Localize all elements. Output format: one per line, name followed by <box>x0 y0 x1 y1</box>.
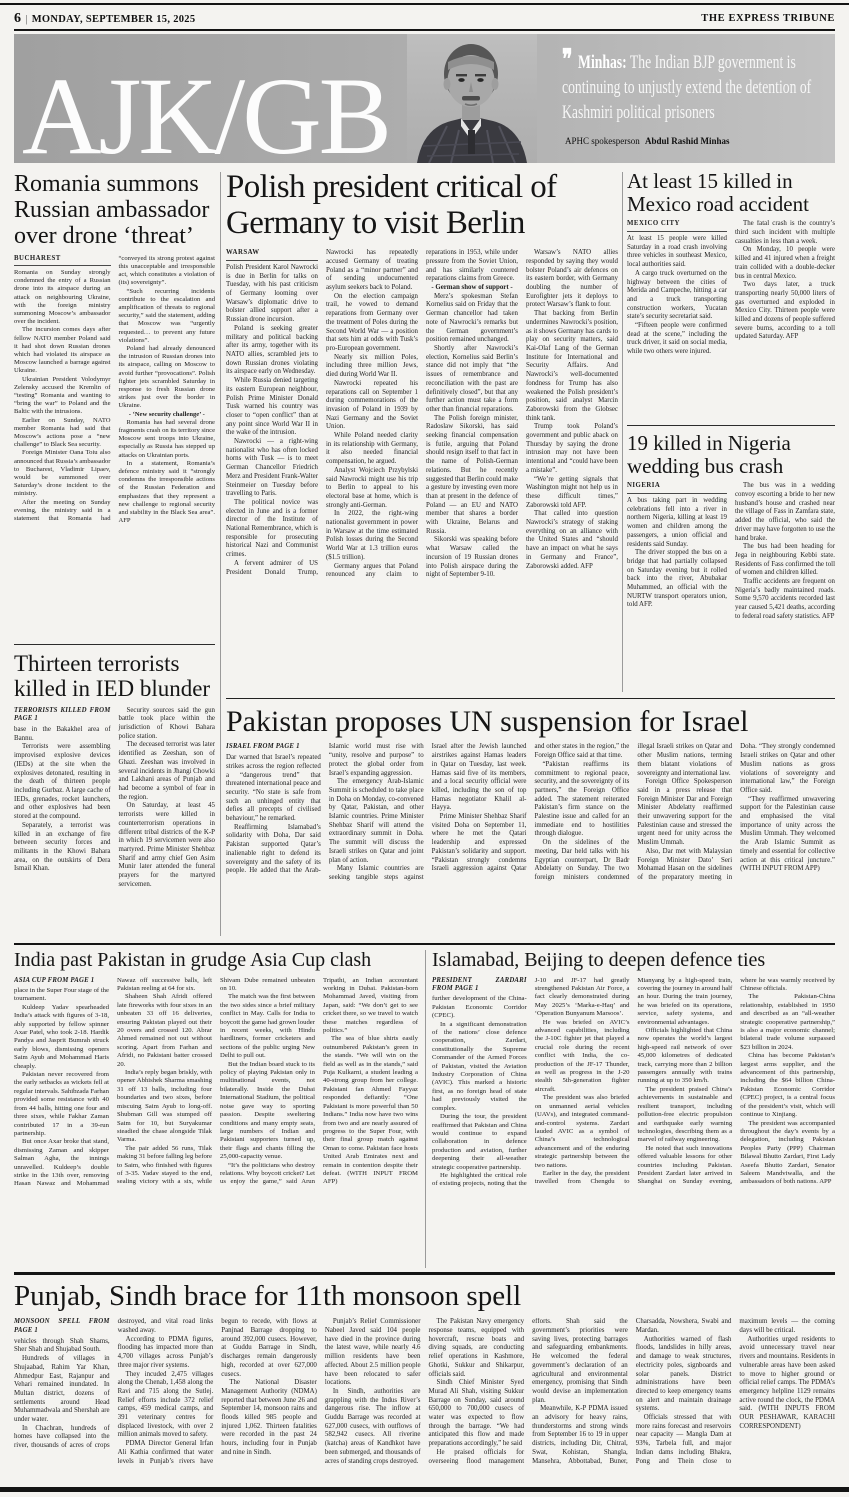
article-paragraph: In 2022, the right-wing nationalist government in power in Warsaw at the time estimated Polish losses during the Second World War at 1.3 trillion euros ($1.5 trillion). <box>326 510 418 561</box>
article-monsoon <box>14 1281 835 1478</box>
kicker: MONSOON SPELL FROM PAGE 1 <box>14 1318 110 1335</box>
article-defence-ties <box>432 950 835 1267</box>
article-paragraph: He praised officials for overseeing flood management efforts. Shah said the government’s priorities were saving lives, protecting barrages and safeguarding embankments. He welcomed the federal government’s declaration of an agricultural and environmental emergency, promising that Sindh would devise an implementation plan. <box>428 1318 628 1465</box>
article-paragraph: Earlier in the day, the president travelled from Chengdu to Mianyang by a high-speed train, covering the journey in around half an hour. During the train journey, he was briefed on its operations, service, safety systems, and environmental advantages. <box>534 976 733 1186</box>
article-paragraph: He noted that such innovations offered valuable lessons for other countries including Pakistan. President Zardari later arrived in Shanghai on Sunday evening, where he was warmly received by Chinese officials. <box>637 976 835 1186</box>
article-paragraph: A cargo truck overturned on the highway between the cities of Merida and Campeche, hitting a car and a truck transporting construction workers, Yucatan state’s security secretariat said. <box>627 269 727 321</box>
article-body <box>627 220 835 398</box>
article-paragraph: “We’re getting signals that Washington might not help us in these difficult times,” Zaborowski told AFP. <box>526 475 618 509</box>
article-paragraph: A bus taking part in wedding celebrations fell into a river in northern Nigeria, killing at least 19 women and children among the passengers, a union official and residents said Sunday. <box>627 497 727 548</box>
page-date: MONDAY, SEPTEMBER 15, 2025 <box>31 14 196 25</box>
article-paragraph: Traffic accidents are frequent on Nigeria’s badly maintained roads. Some 9,570 accidents recorded last year caused 5,421 deaths, according to federal road safety statistics. AFP <box>735 578 835 620</box>
article-paragraph: The Pakistan Navy emergency response teams, equipped with hovercraft, rescue boats and diving squads, are conducting relief operations in Kashmore, Ghotki, Sukkur and Shikarpur, officials said. <box>428 1318 525 1378</box>
article-paragraph: The driver stopped the bus on a bridge that had partially collapsed on Saturday evening but it rolled back into the river, Abubakar Muhammed, an official with the NURTW transport operators union, told AFP. <box>627 549 727 609</box>
article-paragraph: Poland had already denounced the intrusion of Russian drones into its airspace, calling on Moscow to avoid further “provocations”. Polish fighter jets scrambled Saturday in response to fresh Russian drone strikes just over the border in Ukraine. <box>118 344 215 410</box>
kicker: ISRAEL FROM PAGE 1 <box>226 743 300 751</box>
dateline: NIGERIA <box>627 482 727 494</box>
article-paragraph: The match was the first between the two sides since a brief military conflict in May. Calls for India to boycott the game had grown louder in recent weeks, with Hindu hardliners, former cricketers and sections of the public urging New Delhi to pull out. <box>220 993 315 1060</box>
dateline: MEXICO CITY <box>627 220 727 232</box>
article-paragraph: The deceased terrorist was later identified as Zeeshan, son of Ghazi. Zeeshan was involved in several incidents in Jhangi Chowki and Lakhani areas of Punjab and had become a symbol of fear in the region. <box>118 741 215 801</box>
kicker: PRESIDENT ZARDARI FROM PAGE 1 <box>432 976 527 992</box>
header-rule <box>14 29 835 31</box>
article-body <box>432 977 835 1267</box>
article-paragraph: Officials highlighted that China now operates the world’s largest high-speed rail network of over 45,000 kilometres of dedicated track, carrying more than 2 billion passengers annually with trains running at up to 350 km/h. <box>637 1027 733 1085</box>
page-info <box>14 11 195 27</box>
article-paragraph: Separately, a terrorist was killed in an exchange of fire between security forces and militants in the Khowi Bahara area, on the outskirts of Dera Ismail Khan. <box>14 821 111 873</box>
article-paragraph: The bus had been heading for Jega in neighbouring Kebbi state. Residents of Fass confirmed the toll of women and children killed. <box>735 543 835 577</box>
article-paragraph: Authorities urged residents to avoid unnecessary travel near rivers and mountains. Residents in vulnerable areas have been asked to move to higher ground or official relief camps. The PDMA’s emergency helpline 1129 remains active round the clock, the PDMA said. (WITH INPUTS FROM OUR PESHAWAR, KARACHI CORRESPONDENT) <box>739 1335 835 1430</box>
article-paragraph: The president was also briefed on unmanned aerial vehicles (UAVs), and integrated command-and-control systems. Zardari lauded AVIC as a symbol of China’s technological advancement and of the enduring strategic partnership between the two nations. <box>534 1094 630 1169</box>
article-paragraph: Foreign Minister Oana Toiu also announced that Russia’s ambassador to Bucharest, Vladimir Lipaev, would be summoned over Saturday’s drone incident to the ministry. <box>14 449 111 498</box>
article-paragraph: The president praised China’s achievements in sustainable and resilient transport, including pollution-free electric propulsion and earthquake early warning technologies, describing them as a marvel of railway engineering. <box>637 1085 733 1144</box>
article-paragraph: In a statement, Romania’s defence ministry said it “strongly condemns the irresponsible actions of the Russian Federation and emphasizes that they represent a new challenge to regional security and stability in the Black Sea area”. AFP <box>118 459 215 525</box>
section-banner <box>14 34 835 163</box>
article-paragraph: The Pakistan-China relationship, established in 1950 and described as an “all-weather strategic cooperative partnership,” is also a major economic channel; bilateral trade volume surpassed $23 billion in 2024. <box>740 993 835 1051</box>
article-paragraph: Pakistan never recovered from the early setbacks as wickets fell at regular intervals. Sahibzada Farhan provided some resistance with 40 from 44 balls, hitting one four and three sixes, while Fakhar Zaman contributed 17 in a 39-run partnership. <box>14 1071 109 1137</box>
article-paragraph: Prime Minister Shehbaz Sharif visited Doha on September 11, where he met the Qatari leadership and expressed Pakistan’s solidarity and support. “Pakistan strongly condemns Israeli aggression against Qatar and other states in the region,” the Foreign Office said at that time. <box>431 743 630 873</box>
article-paragraph: Earlier on Sunday, NATO member Romania had said that Moscow’s actions pose a “new challenge” to Black Sea security. <box>14 416 111 449</box>
article-paragraph: base in the Bakakhel area of Bannu. <box>14 726 111 742</box>
kicker: ASIA CUP FROM PAGE 1 <box>14 976 95 984</box>
article-body <box>226 743 835 931</box>
article-paragraph: further development of the China-Pakistan Economic Corridor (CPEC). <box>432 995 527 1020</box>
article-nigeria-crash <box>627 432 835 688</box>
attribution-role: APHC spokesperson <box>565 136 640 146</box>
headline: Romania summons Russian ambassador over drone ‘threat’ <box>14 171 210 249</box>
section-title: AJK/GB <box>22 54 390 163</box>
article-body <box>14 707 215 935</box>
column-divider <box>425 950 426 1268</box>
section-rule-thick <box>14 1272 835 1275</box>
quote-icon: ❞ <box>562 44 573 74</box>
headline: India past Pakistan in grudge Asia Cup clash <box>14 949 372 971</box>
article-paragraph: Punjab’s Relief Commissioner Nabeel Javed said 104 people have died in the province during the latest wave, while nearly 4.6 million residents have been affected. About 2.5 million people have been relocated to safer locations. <box>324 1318 421 1387</box>
minhas-photo <box>407 34 537 163</box>
article-terrorists-ied <box>14 652 215 935</box>
article-paragraph: In a significant demonstration of the nations’ close defence cooperation, Zardari, constitutionally the Supreme Commander of the Armed Forces of Pakistan, visited the Aviation Industry Corporation of China (AVIC). This marked a historic first, as no foreign head of state had previously visited the complex. <box>432 1020 527 1112</box>
article-paragraph: “Pakistan reaffirms its commitment to regional peace, security, and the sovereignty of its partners,” the Foreign Office added. The statement reiterated Pakistan’s firm stance on the Palestine issue and called for an immediate end to hostilities through dialogue. <box>534 760 630 838</box>
headline: Thirteen terrorists killed in IED blunder <box>14 651 211 701</box>
headline: Islamabad, Beijing to deepen defence ties <box>432 949 766 971</box>
article-paragraph: The pair added 56 runs, Tilak making 31 before falling leg before to Saim, who finished with figures of 3-35. Yadav stayed to the end, sealing victory with a six, while Shivam Dube remained unbeaten on 10. <box>117 976 315 1186</box>
article-paragraph: - ‘New security challenge’ - <box>128 410 205 418</box>
article-paragraph: On the sidelines of the meeting, Dar held talks with his Egyptian counterpart, Dr Badr Abdelatty on Sunday. The two foreign ministers condemned illegal Israeli strikes on Qatar and other Muslim nations, terming them blatant violations of sovereignty and international law. <box>534 743 733 881</box>
headline: 19 killed in Nigeria wedding bus crash <box>627 431 791 478</box>
article-paragraph: Nearly six million Poles, including three million Jews, died during World War II. <box>326 353 418 379</box>
article-paragraph: The bus was in a wedding convoy escorting a bride to her new husband’s house and crashed near the village of Fass in Zamfara state, added the official, who said the driver may have forgotten to use the hand brake. <box>735 482 835 542</box>
article-paragraph: Romania on Sunday strongly condemned the entry of a Russian drone into its airspace during an attack on neighbouring Ukraine, with the foreign ministry summoning Moscow’s ambassador over the incident. <box>14 268 111 326</box>
article-paragraph: Trump took Poland’s government and public aback on Thursday by saying the drone intrusion may not have been intentional and “could have been a mistake”. <box>526 423 618 474</box>
article-paragraph: The Polish foreign minister, Radoslaw Sikorski, has said seeking financial compensation is futile, arguing that Poland should resign itself to that fact in the name of Polish-German relations. But he recently suggested that Berlin could make a gesture by investing even more than at present in the defence of Poland — an EU and NATO member that shares a border with Ukraine, Belarus and Russia. <box>426 414 518 535</box>
article-paragraph: According to PDMA figures, flooding has impacted more than 4,700 villages across Punjab’s three major river systems. <box>117 1335 214 1369</box>
article-paragraph: The sea of blue shirts easily outnumbered Pakistan’s green in the stands. “We will win on the field as well as in the stands,” said Puja Kulkarni, a student leading a 40-strong group from her college. Pakistani fan Ahmed Fayyaz responded defiantly: “One Pakistani is more powerful than 50 Indians.” India now have two wins from two and are nearly assured of progress to the Super Four, with their final group match against Oman to come. Pakistan face hosts United Arab Emirates next and remain in contention despite their defeat. (WITH INPUT FROM AFP) <box>323 1035 418 1186</box>
article-paragraph: On Saturday, at least 45 terrorists were killed in counterterrorism operations in different tribal districts of the K-P in which 19 servicemen were also martyred. Prime Minister Shehbaz Sharif and army chief Gen Asim Munir later attended the funeral prayers for the martyred servicemen. <box>118 802 215 888</box>
article-paragraph: Foreign Office Spokesperson said in a press release that Foreign Minister Dar and Foreign Minister Abdelatty reaffirmed their unwavering support for the Palestinian cause and stressed the urgent need for unity across the Muslim Ummah. <box>637 778 733 847</box>
article-paragraph: China has become Pakistan’s largest arms supplier, and the advancement of this partnership, including the $64 billion China-Pakistan Economic Corridor (CPEC) project, is a central focus of the president’s visit, which will continue to Xinjiang. <box>740 1052 835 1119</box>
article-body <box>627 482 835 688</box>
article-paragraph: Terrorists were assembling improvised explosive devices (IEDs) at the site when the explosives detonated, resulting in the death of thirteen people including Gurbaz. A large cache of IEDs, grenades, rocket launchers, and other explosives had been stored at the compound. <box>14 743 111 821</box>
article-paragraph: “Such recurring incidents contribute to the escalation and amplification of threats to regional security,” said the statement, adding that Moscow was “urgently requested… to prevent any future violations”. <box>118 287 215 344</box>
article-body <box>14 1318 835 1478</box>
article-paragraph: While Poland needed clarity in its relationship with Germany, it also needed financial compensation, he argued. <box>326 432 418 466</box>
article-paragraph: Shaheen Shah Afridi offered late fireworks with four sixes in an unbeaten 33 off 16 deliveries, ensuring Pakistan played out their 20 overs and crossed 120. Abrar Ahmed remained not out without scoring. Apart from Farhan and Afridi, no Pakistani batter crossed 20. <box>117 993 212 1068</box>
article-romania <box>14 172 215 613</box>
article-paragraph: Shortly after Nawrocki’s election, Kornelius said Berlin’s stance did not imply that “the issues of remembrance and reconciliation with the past are definitively closed”, but that any further action must take a form other than financial reparations. <box>426 344 518 413</box>
article-paragraph: Hundreds of villages in Shujaabad, Rahim Yar Khan, Ahmedpur East, Rajanpur and Vehari remained inundated. In Multan district, dozens of settlements around Head Muhammadwala and Shershah are under water. <box>14 1355 110 1424</box>
article-asia-cup <box>14 950 418 1267</box>
article-paragraph: Meanwhile, K-P PDMA issued an advisory for heavy rains, thunderstorms and strong winds from September 16 to 19 in upper districts, including Dir, Chitral, Swat, Kohistan, Shangla, Mansehra, Abbottabad, Buner, Charsadda, Nowshera, Swabi and Mardan. <box>532 1318 732 1465</box>
article-mexico-accident <box>627 170 835 398</box>
article-paragraph: vehicles through Shah Shams, Sher Shah and Shujabad South. <box>14 1337 110 1354</box>
article-paragraph: That backing from Berlin undermines Nawrocki’s position, as it shows Germany has cards to play on security matters, said Kai-Olaf Lang of the German Institute for International and Security Affairs. And Nawrocki’s well-documented fondness for Trump has also weakened the Polish president’s position, said analyst Marcin Zaborowski from the Globsec think tank. <box>526 310 618 422</box>
article-paragraph: Kuldeep Yadav spearheaded India’s attack with figures of 3-18, ably supported by fellow spinner Axar Patel, who took 2-18. Hardik Pandya and Jasprit Bumrah struck early blows, dismissing openers Saim Ayub and Mohammad Haris cheaply. <box>14 1003 109 1070</box>
headline: Polish president critical of Germany to visit Berlin <box>226 169 557 241</box>
article-paragraph: Also, Dar met with Malaysian Foreign Minister Dato’ Seri Mohamad Hasan on the sidelines of the preparatory meeting in Doha. “They strongly condemned Israeli strikes on Qatar and other Muslim nations as gross violations of sovereignty and international law,” the Foreign Office said. <box>637 743 835 881</box>
article-paragraph: “They reaffirmed unwavering support for the Palestinian cause and emphasised the vital importance of unity across the Muslim Ummah. They welcomed the Arab Islamic Summit as timely and essential for collective action at this critical juncture.” (WITH INPUT FROM APP) <box>740 795 835 873</box>
article-paragraph: Germany argues that Poland renounced any claim to reparations in 1953, while under pressure from the Soviet Union, and has similarly countered reparations claims from Greece. <box>326 249 518 579</box>
article-paragraph: He was briefed on AVIC’s advanced capabilities, including the J-10C fighter jet that played a crucial role during the recent conflict with India, the co-production of the JF-17 Thunder, as well as progress in the J-20 stealth 5th-generation fighter aircraft. <box>534 1018 630 1093</box>
separator: | <box>25 14 28 25</box>
article-paragraph: Analyst Wojciech Przybylski said Nawrocki might use his trip to Berlin to appeal to his electoral base at home, which is strongly anti-German. <box>326 466 418 509</box>
page-number: 6 <box>14 11 22 26</box>
dateline: BUCHAREST <box>14 255 111 266</box>
article-paragraph: The political novice was elected in June and is a former director of the Institute of National Remembrance, which is responsible for prosecuting historical Nazi and Communist crimes. <box>226 498 318 559</box>
article-paragraph: Reaffirming Islamabad’s solidarity with Doha, Dar said Pakistan supported Qatar’s inalienable right to defend its sovereignty and the safety of its people. He added that the Arab-Islamic world must rise with “unity, resolve and purpose” to protect the global order from Israel’s expanding aggression. <box>226 743 424 875</box>
article-paragraph: A fervent admirer of US President Donald Trump, Nawrocki has repeatedly accused Germany of treating Poland as a “minor partner” and of sending undocumented asylum seekers back to Poland. <box>226 249 418 576</box>
article-paragraph: After the meeting on Sunday evening, the ministry said in a statement that Romania had “conveyed its strong protest against this unacceptable and irresponsible act, which constitutes a violation of (its) sovereignty”. <box>14 254 215 523</box>
headline: Punjab, Sindh brace for 11th monsoon spell <box>14 1280 522 1312</box>
article-paragraph: Nawrocki repeated his reparations call on September 1 during commemorations of the invasion of Poland in 1939 by Nazi Germany and the Soviet Union. <box>326 379 418 431</box>
article-paragraph: In Chachran, hundreds of homes have collapsed into the river, thousands of acres of crops destroyed, and vital road links washed away. <box>14 1318 214 1450</box>
article-divider <box>627 425 835 426</box>
article-paragraph: Polish President Karol Nawrocki is due in Berlin for talks on Tuesday, with his past criticism of Germany looming over Warsaw’s diplomatic drive to bolster allied support after a Russian drone incursion. <box>226 263 318 324</box>
quote-attribution <box>565 136 730 146</box>
quote-speaker: Minhas: <box>578 52 627 73</box>
article-paragraph: Many Islamic countries are seeking tangible steps against Israel after the Jewish launched airstrikes against Hamas leaders in Qatar on Tuesday, last week. Hamas said five of its members, and a local security official were killed, including the son of top Hamas negotiator Khalil al-Hayya. <box>328 743 527 881</box>
headline: At least 15 killed in Mexico road accident <box>627 169 809 216</box>
article-paragraph: While Russia denied targeting its eastern European neighbour, Polish Prime Minister Donald Tusk warned his country was closer to “open conflict” than at any point since World War II in the wake of the intrusion. <box>226 377 318 437</box>
article-paragraph: Sikorski was speaking before what Warsaw called the incursion of 19 Russian drones into Polish airspace during the night of September 9-10. <box>426 536 518 579</box>
article-paragraph: Romania has had several drone fragments crash on its territory since Moscow sent troops into Ukraine, especially as Russia has stepped up attacks on Ukrainian ports. <box>118 418 215 459</box>
article-paragraph: “It’s the politicians who destroy relations. Why boycott cricket? Let us enjoy the game,” said Arun Tripathi, an Indian accountant working in Dubai. Pakistan-born Mohammad Javed, visiting from Japan, said: “We don’t get to see cricket there, so we travel to watch these matches regardless of politics.” <box>220 976 418 1186</box>
article-divider <box>14 644 215 645</box>
banner-quote <box>562 44 835 125</box>
article-paragraph: Two days later, a truck transporting nearly 50,000 liters of gas overturned and exploded in Mexico City. Thirteen people were killed and dozens of people suffered severe burns, according to a toll updated Saturday. AFP <box>735 281 835 341</box>
article-paragraph: Authorities warned of flash floods, landslides in hilly areas, and damage to weak structures, electricity poles, signboards and solar panels. District administrations have been directed to keep emergency teams on alert and maintain drainage systems. <box>635 1335 732 1413</box>
article-paragraph: At least 15 people were killed Saturday in a road crash involving three vehicles in southeast Mexico, local authorities said. <box>627 235 727 269</box>
article-paragraph: The fatal crash is the country’s third such incident with multiple casualties in less than a week. <box>735 220 835 245</box>
masthead: THE EXPRESS TRIBUNE <box>701 13 835 24</box>
article-paragraph: PDMA Director General Irfan Ali Kathia confirmed that water levels in Punjab’s rivers have begun to recede, with flows at Panjnad Barrage dropping to around 392,000 cusecs. However, at Guddu Barrage in Sindh, discharges remain dangerously high, recorded at over 627,000 cusecs. <box>117 1318 317 1465</box>
article-paragraph: “Fifteen people were confirmed dead at the scene,” including the truck driver, it said on social media, while two others were injured. <box>627 322 727 356</box>
article-paragraph: They incuded 2,475 villages along the Chenab, 1,458 along the Ravi and 715 along the Sutlej. Relief efforts include 372 relief camps, 459 medical camps, and 391 veterinary centres for displaced livestock, with over 2 million animals moved to safety. <box>117 1370 214 1439</box>
column-divider <box>220 172 221 936</box>
bottom-rule <box>0 1487 849 1492</box>
article-body <box>14 255 215 613</box>
article-paragraph: Officials stressed that with more rains forecast and reservoirs near capacity — Mangla Dam at 93%, Tarbela full, and major Indian dams including Bhakra, Pong and Thein close to maximum levels — the coming days will be critical. <box>635 1318 835 1465</box>
article-paragraph: On the election campaign trail, he vowed to demand reparations from Germany over the treatment of Poles during the Second World War — a position that sets him at odds with Tusk’s pro-European government. <box>326 292 418 352</box>
article-body <box>14 977 418 1267</box>
article-paragraph: In Sindh, authorities are grappling with the Indus River’s dangerous rise. The inflow at Guddu Barrage was recorded at 627,000 cusecs, with outflows of 582,942 cusecs. All riverine (katcha) areas of Kandhkot have been submerged, and thousands of acres of standing crops destroyed. <box>324 1387 421 1465</box>
article-paragraph: Warsaw’s NATO allies responded by saying they would bolster Poland’s air defences on its eastern border, with Germany doubling the number of Eurofighter jets it deploys to protect Warsaw’s flank to four. <box>526 249 618 309</box>
article-paragraph: Dar warned that Israel’s repeated strikes across the region reflected a “dangerous trend” that threatened international peace and security. “No state is safe from such an unhinged entity that defies all precepts of civilised behaviour,” he remarked. <box>226 754 321 823</box>
article-paragraph: On Monday, 10 people were killed and 41 injured when a freight train collided with a double-decker bus in central Mexico. <box>735 246 835 280</box>
article-paragraph: But the Indian board stuck to its policy of playing Pakistan only in multinational events, not bilaterally. Inside the Dubai International Stadium, the political noise gave way to sporting passion. Despite sweltering conditions and many empty seats, large numbers of Indian and Pakistani supporters turned up, their flags and chants filling the 25,000-capacity venue. <box>220 1060 315 1161</box>
article-paragraph: Sindh Chief Minister Syed Murad Ali Shah, visiting Sukkur Barrage on Sunday, said around 650,000 to 700,000 cusecs of water was expected to flow through the barrage. “We had anticipated this flow and made preparations accordingly,” he said <box>428 1379 525 1448</box>
section-rule <box>14 943 835 945</box>
article-paragraph: But once Axar broke that stand, dismissing Zaman and skipper Salman Agha, the innings unravelled. Kuldeep’s double strike in the 13th over, removing Hasan Nawaz and Mohammad Nawaz off successive balls, left Pakistan reeling at 64 for six. <box>14 976 212 1188</box>
article-paragraph: He highlighted the critical role of existing projects, noting that the J-10 and JF-17 had greatly strengthened Pakistan Air Force, a fact clearly demonstrated during May 2025’s ‘Marka-e-Haq’ and ‘Operation Bunyanum Marsoos’. <box>432 976 630 1188</box>
article-paragraph: India’s reply began briskly, with opener Abhishek Sharma smashing 31 off 13 balls, including four boundaries and two sixes, before miscuing Saim Ayub to long-off. Shubman Gill was stumped off Saim for 10, but Suryakumar steadied the chase alongside Tilak Varma. <box>117 1069 212 1144</box>
article-paragraph: The president was accompanied throughout the day’s events by a delegation, including Pakistan Peoples Party (PPP) Chairman Bilawal Bhutto Zardari, First Lady Aseefa Bhutto Zardari, Senator Saleem Mandviwalla, and the ambassadors of both nations. APP <box>740 1119 835 1186</box>
article-polish-president <box>226 170 618 673</box>
article-paragraph: During the tour, the president reaffirmed that Pakistan and China would continue to expand collaboration in defence production and aviation, further deepening their all-weather strategic cooperative partnership. <box>432 1113 527 1171</box>
kicker: TERRORISTS KILLED FROM PAGE 1 <box>14 706 111 723</box>
article-paragraph: place in the Super Four stage of the tournament. <box>14 987 109 1003</box>
article-paragraph: The emergency Arab-Islamic Summit is scheduled to take place in Doha on Monday, co-convened by Qatar, Pakistan, and other Islamic countries. Prime Minister Shehbaz Sharif will attend the extraordinary summit in Doha. The summit will discuss the Israeli strikes on Qatar and joint plan of action. <box>328 778 424 864</box>
article-paragraph: The National Disaster Management Authority (NDMA) reported that between June 26 and September 14, monsoon rains and floods killed 985 people and injured 1,062. Thirteen fatalities were recorded in the past 24 hours, including four in Punjab and nine in Sindh. <box>221 1379 317 1456</box>
article-paragraph: Poland is seeking greater military and political backing after its army, together with its NATO allies, scrambled jets to down Russian drones violating its airspace early on Wednesday. <box>226 324 318 376</box>
article-paragraph: Ukrainian President Volodymyr Zelensky accused the Kremlin of “testing” Romania and wanting to “bring the war” to Poland and the Baltic with the intrusions. <box>14 375 111 416</box>
article-un-israel <box>226 698 835 931</box>
dateline: WARSAW <box>226 249 318 261</box>
attribution-name: Abdul Rashid Minhas <box>645 136 730 146</box>
article-body <box>226 249 618 673</box>
column-divider <box>622 172 623 692</box>
article-paragraph: - German show of support - <box>431 284 513 292</box>
headline: Pakistan proposes UN suspension for Israel <box>226 705 749 738</box>
top-rule <box>0 3 849 5</box>
article-paragraph: Merz’s spokesman Stefan Kornelius said on Friday that the German chancellor had taken note of Nawrocki’s remarks but the German government’s position remained unchanged. <box>426 292 518 344</box>
article-paragraph: Security sources said the gun battle took place within the jurisdiction of Khowi Bahara police station. <box>118 706 215 740</box>
article-paragraph: That called into question Nawrocki’s strategy of staking everything on an alliance with the United States and “should have an impact on what he says in Germany and France”, Zaborowski added. AFP <box>526 510 618 570</box>
article-paragraph: The incursion comes days after fellow NATO member Poland said it had shot down Russian drones which had violated its airspace as Moscow launched a barrage against Ukraine. <box>14 326 111 375</box>
quote-text: The Indian BJP government is continuing to unjustly extend the detention of Kashmiri political prisoners <box>562 52 812 123</box>
article-paragraph: Nawrocki — a right-wing nationalist who has often locked horns with Tusk — is to meet German Chancellor Friedrich Merz and President Frank-Walter Steinmeier on Tuesday before travelling to Paris. <box>226 438 318 498</box>
